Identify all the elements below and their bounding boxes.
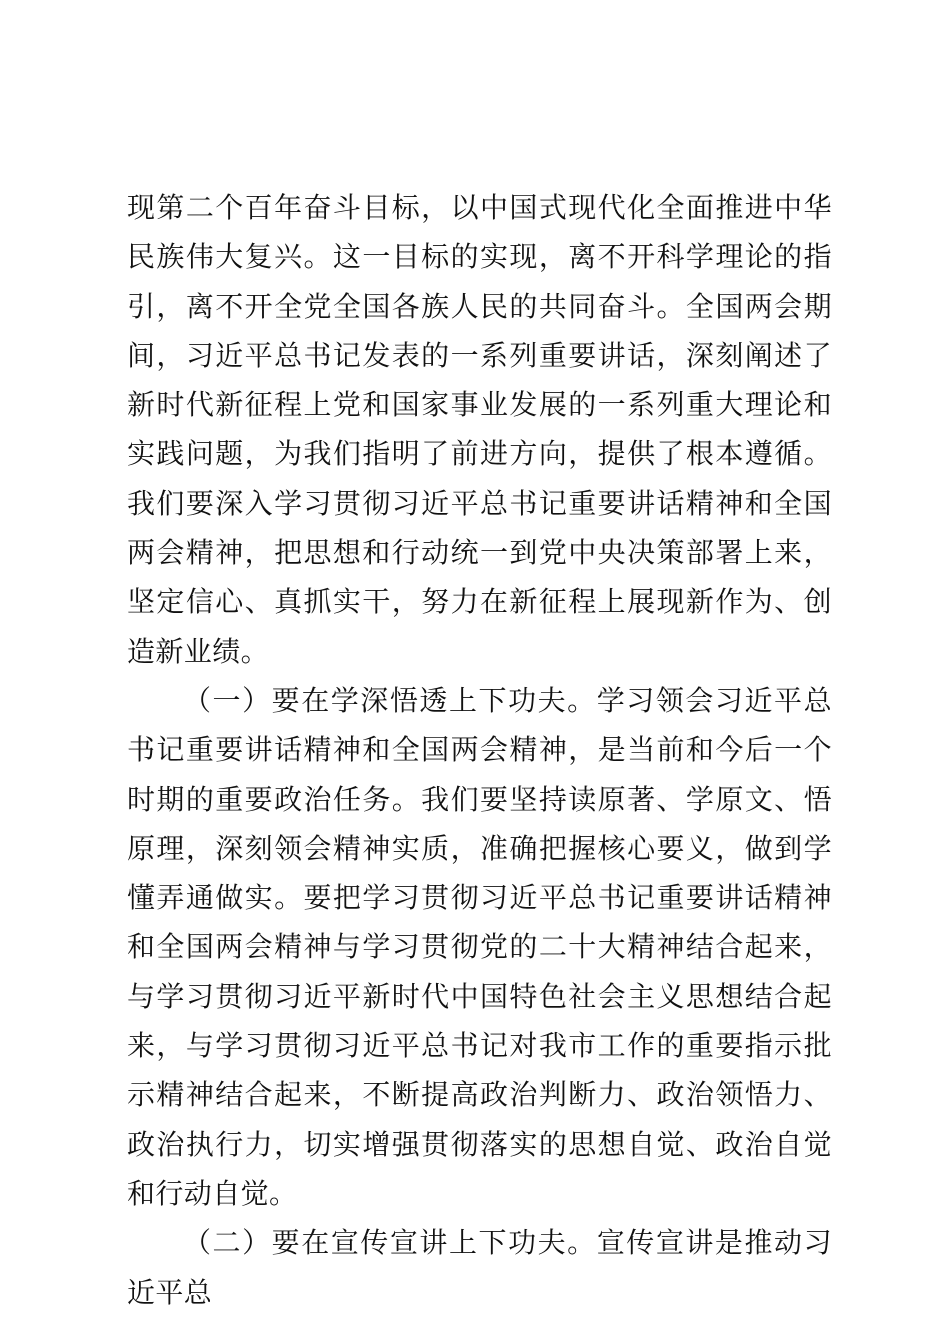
paragraph-section-two: （二）要在宣传宣讲上下功夫。宣传宣讲是推动习近平总 [127, 1226, 832, 1309]
paragraph-section-one: （一）要在学深悟透上下功夫。学习领会习近平总书记重要讲话精神和全国两会精神，是当前和今后一个时期的重要政治任务。我们要坚持读原著、学原文、悟原理，深刻领会精神实质，准确把握核心要义，做到学懂弄通做实。要把学习贯彻习近平总书记重要讲话精神和全国两会精神与学习贯彻党的二十大精神结合起来，与学习贯彻习近平新时代中国特色社会主义思想结合起来，与学习贯彻习近平总书记对我市工作的重要指示批示精神结合起来，不断提高政治判断力、政治领悟力、政治执行力，切实增强贯彻落实的思想自觉、政治自觉和行动自觉。 [127, 683, 832, 1210]
document-body [127, 183, 832, 1317]
paragraph-intro-continued: 现第二个百年奋斗目标，以中国式现代化全面推进中华民族伟大复兴。这一目标的实现，离不开科学理论的指引，离不开全党全国各族人民的共同奋斗。全国两会期间，习近平总书记发表的一系列重要讲话，深刻阐述了新时代新征程上党和国家事业发展的一系列重大理论和实践问题，为我们指明了前进方向，提供了根本遵循。我们要深入学习贯彻习近平总书记重要讲话精神和全国两会精神，把思想和行动统一到党中央决策部署上来，坚定信心、真抓实干，努力在新征程上展现新作为、创造新业绩。 [127, 191, 832, 668]
